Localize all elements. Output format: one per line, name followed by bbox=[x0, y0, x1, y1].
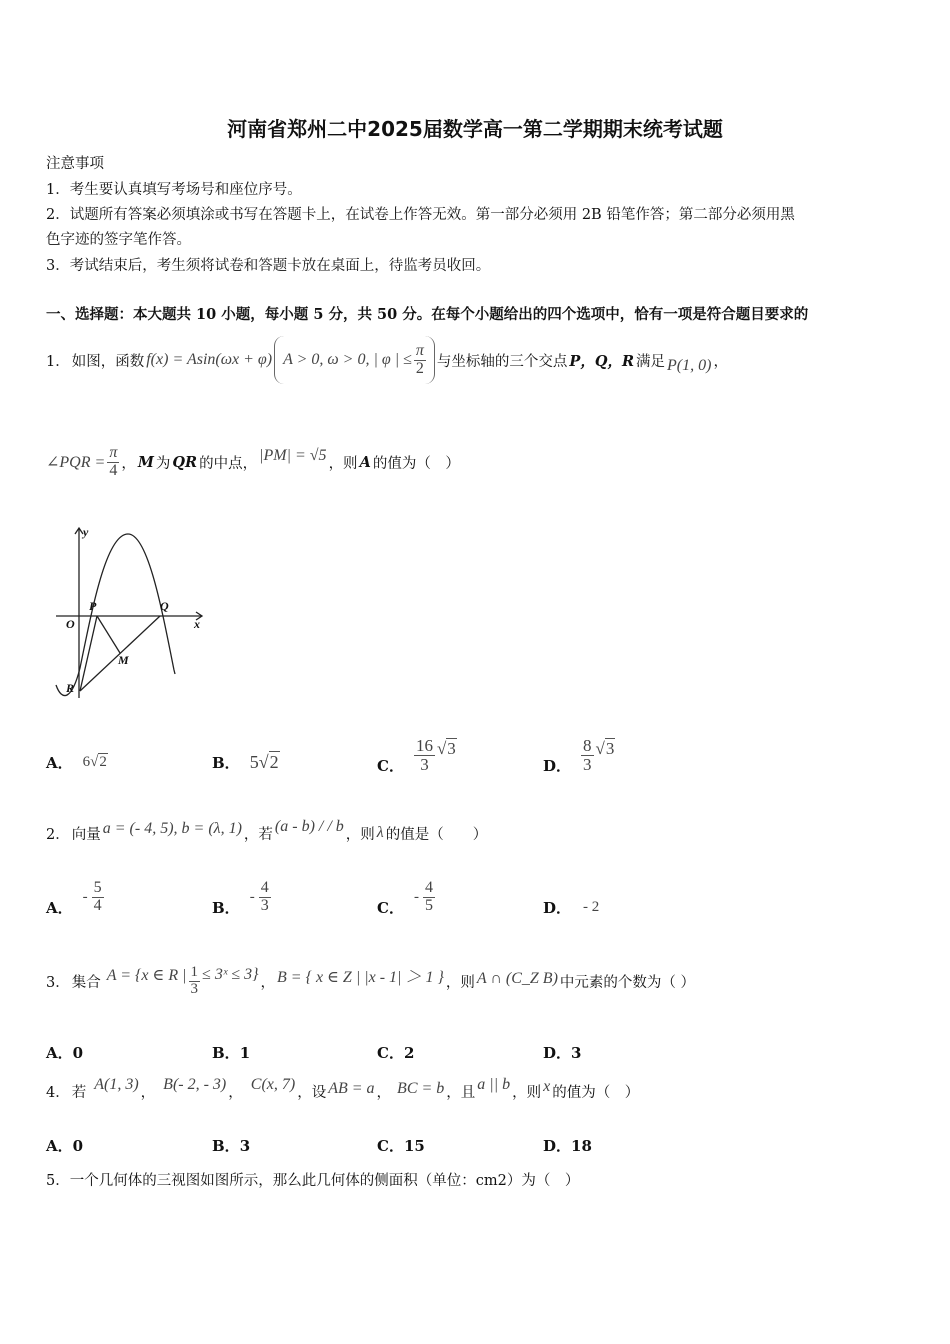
variable-a: A bbox=[359, 453, 371, 471]
label-x: x bbox=[194, 617, 200, 631]
stem-text: ，则 bbox=[328, 455, 358, 472]
question-number: 3． bbox=[46, 974, 70, 991]
vector-ab: AB = a bbox=[328, 1080, 375, 1097]
option-label: A． bbox=[46, 1044, 73, 1062]
option-value: 1 bbox=[239, 1044, 251, 1062]
option-c[interactable] bbox=[377, 1135, 425, 1156]
frac-numerator: 5 bbox=[93, 878, 102, 896]
radicand: 3 bbox=[605, 739, 615, 758]
minus-sign: - bbox=[413, 888, 419, 905]
point-p: P(1, 0) bbox=[667, 357, 712, 374]
set-a-suffix: ≤ 3ˣ ≤ 3} bbox=[202, 966, 259, 983]
stem-text: ，且 bbox=[446, 1084, 476, 1101]
points-label: P，Q，R bbox=[569, 352, 635, 370]
radicand: 2 bbox=[99, 754, 107, 770]
parallel-condition: a || b bbox=[477, 1076, 511, 1093]
sine-curve bbox=[56, 534, 175, 696]
notice-item: 1．考生要认真填写考场号和座位序号。 bbox=[46, 182, 302, 198]
stem-text: ，则 bbox=[512, 1084, 542, 1101]
option-d[interactable] bbox=[543, 730, 615, 780]
option-label: B． bbox=[212, 754, 240, 772]
vector-bc: BC = b bbox=[397, 1080, 445, 1097]
vectors-formula: a = (- 4, 5), b = (λ, 1) bbox=[102, 820, 242, 837]
stem-text: 与坐标轴的三个交点 bbox=[436, 353, 568, 370]
option-label: D． bbox=[543, 1137, 572, 1155]
option-label: C． bbox=[377, 1137, 404, 1155]
stem-text: 集合 bbox=[71, 974, 101, 991]
angle-formula: ∠PQR = bbox=[46, 454, 106, 471]
stem-text: 的值是（ ） bbox=[385, 826, 488, 843]
stem-text: ， bbox=[376, 1084, 392, 1101]
frac-denominator: 5 bbox=[424, 896, 433, 914]
option-value: 0 bbox=[72, 1044, 84, 1062]
lambda-symbol: λ bbox=[376, 824, 384, 841]
frac-numerator: 4 bbox=[260, 878, 269, 896]
option-value: - 2 bbox=[583, 899, 600, 915]
question-number: 1． bbox=[46, 353, 70, 370]
option-value: 15 bbox=[403, 1137, 425, 1155]
option-value: 0 bbox=[72, 1137, 84, 1155]
stem-text: ， bbox=[228, 1084, 243, 1101]
notice-item: 3．考试结束后，考生须将试卷和答题卡放在桌面上，待监考员收回。 bbox=[46, 258, 491, 274]
option-b[interactable] bbox=[212, 872, 271, 922]
option-fraction bbox=[259, 880, 271, 915]
option-d[interactable] bbox=[543, 1042, 581, 1063]
stem-text: ， bbox=[121, 455, 136, 472]
question-1-stem-continued bbox=[46, 440, 460, 484]
option-a[interactable] bbox=[46, 752, 108, 773]
question-3-stem bbox=[46, 958, 695, 1004]
option-label: D． bbox=[543, 756, 572, 775]
stem-text: ， bbox=[140, 1084, 156, 1101]
point-m: M bbox=[137, 453, 154, 471]
stem-text: ，设 bbox=[297, 1084, 327, 1101]
question-5-stem: 5．一个几何体的三视图如图所示，那么此几何体的侧面积（单位：cm2）为（ ） bbox=[46, 1173, 580, 1189]
label-o: O bbox=[66, 617, 75, 631]
stem-text: ，若 bbox=[243, 826, 273, 843]
option-a[interactable] bbox=[46, 1042, 83, 1063]
frac-numerator: 8 bbox=[583, 735, 592, 755]
option-fraction bbox=[92, 880, 104, 915]
stem-text: ， bbox=[713, 353, 728, 370]
frac-numerator: π bbox=[415, 341, 424, 359]
intersection-expr: A ∩ (C_Z B) bbox=[476, 970, 558, 987]
minus-sign: - bbox=[249, 888, 255, 905]
option-b[interactable] bbox=[212, 1042, 250, 1063]
stem-text: 的值为（ ） bbox=[552, 1084, 640, 1101]
option-b[interactable] bbox=[212, 1135, 250, 1156]
section-heading: 一、选择题：本大题共 10 小题，每小题 5 分，共 50 分。在每个小题给出的四个选项中，恰有一项是符合题目要求的 bbox=[46, 306, 809, 323]
option-label: D． bbox=[543, 1044, 572, 1062]
frac-denominator: 2 bbox=[415, 359, 424, 377]
option-fraction bbox=[414, 737, 435, 774]
point-a: A(1, 3) bbox=[94, 1076, 139, 1093]
pm-formula: |PM| = √5 bbox=[259, 447, 327, 464]
frac-numerator: 16 bbox=[415, 735, 433, 755]
set-b: B = { x ∈ Z | |x - 1| ＞ 1 } bbox=[277, 968, 444, 986]
stem-text: 为 bbox=[155, 455, 171, 472]
option-label: A． bbox=[46, 898, 73, 917]
option-a[interactable] bbox=[46, 872, 104, 922]
question-4-stem bbox=[46, 1074, 639, 1108]
label-y: y bbox=[83, 525, 89, 539]
label-m: M bbox=[118, 653, 129, 667]
frac-numerator: π bbox=[109, 443, 118, 461]
option-value: 5√2 bbox=[249, 752, 279, 772]
option-label: A． bbox=[46, 754, 73, 772]
option-label: B． bbox=[212, 1044, 240, 1062]
option-a[interactable] bbox=[46, 1135, 83, 1156]
option-label: D． bbox=[543, 899, 572, 917]
frac-denominator: 3 bbox=[190, 980, 199, 997]
question-1-stem bbox=[46, 338, 728, 382]
point-b: B(- 2, - 3) bbox=[163, 1076, 227, 1093]
stem-text: ，则 bbox=[345, 826, 375, 843]
option-d[interactable] bbox=[543, 897, 599, 918]
label-q: Q bbox=[160, 599, 169, 613]
frac-numerator: 4 bbox=[424, 878, 433, 896]
option-value: 6√2 bbox=[82, 754, 107, 770]
frac-denominator: 3 bbox=[420, 754, 429, 774]
option-fraction bbox=[581, 737, 594, 774]
variable-x: x bbox=[543, 1078, 551, 1095]
frac-denominator: 3 bbox=[260, 896, 269, 914]
notice-item: 色字迹的签字笔作答。 bbox=[46, 232, 191, 248]
page-title: 河南省郑州二中2025届数学高一第二学期期末统考试题 bbox=[227, 117, 723, 141]
stem-text: 若 bbox=[71, 1084, 87, 1101]
stem-text: ，则 bbox=[445, 974, 475, 991]
pi-over-2 bbox=[414, 343, 426, 378]
pi-over-4 bbox=[107, 445, 119, 480]
option-c[interactable] bbox=[377, 730, 457, 780]
option-radical: √3 bbox=[595, 739, 615, 758]
question-number: 4． bbox=[46, 1084, 70, 1101]
notice-heading: 注意事项 bbox=[46, 156, 104, 172]
stem-text: 的值为（ ） bbox=[372, 455, 460, 472]
stem-text: 的中点， bbox=[199, 455, 258, 472]
segment-pm bbox=[97, 616, 120, 653]
point-c: C(x, 7) bbox=[250, 1076, 296, 1093]
option-c[interactable] bbox=[377, 872, 435, 922]
one-third bbox=[189, 965, 201, 998]
coefficient: 5 bbox=[249, 752, 259, 772]
option-label: B． bbox=[212, 898, 240, 917]
option-label: B． bbox=[212, 1137, 240, 1155]
label-p: P bbox=[89, 599, 97, 613]
coefficient: 6 bbox=[82, 754, 91, 770]
option-value: 18 bbox=[571, 1137, 592, 1155]
option-label: C． bbox=[377, 898, 404, 917]
option-b[interactable] bbox=[212, 752, 280, 773]
option-c[interactable] bbox=[377, 1042, 414, 1063]
option-d[interactable] bbox=[543, 1135, 592, 1156]
parallel-condition: (a - b) / / b bbox=[274, 818, 344, 835]
stem-text: 向量 bbox=[71, 826, 101, 843]
frac-denominator: 4 bbox=[109, 461, 118, 479]
question-number: 2． bbox=[46, 826, 70, 843]
option-label: C． bbox=[377, 756, 404, 775]
option-fraction bbox=[423, 880, 435, 915]
radicand: 2 bbox=[269, 752, 279, 772]
label-r: R bbox=[66, 681, 75, 695]
option-label: A． bbox=[46, 1137, 73, 1155]
frac-denominator: 4 bbox=[93, 896, 102, 914]
segment-qr: QR bbox=[172, 453, 198, 471]
option-radical: √3 bbox=[436, 739, 456, 758]
function-formula: f(x) = Asin(ωx + φ) bbox=[146, 351, 273, 368]
condition-brace bbox=[274, 336, 435, 384]
minus-sign: - bbox=[82, 888, 88, 905]
option-label: C． bbox=[377, 1044, 404, 1062]
stem-text: ， bbox=[260, 974, 276, 991]
frac-numerator: 1 bbox=[190, 963, 199, 980]
condition-text: A > 0, ω > 0, | φ | ≤ bbox=[283, 351, 412, 368]
option-value: 2 bbox=[403, 1044, 415, 1062]
sine-graph-figure bbox=[44, 520, 224, 710]
question-2-stem bbox=[46, 816, 487, 850]
stem-text: 满足 bbox=[636, 353, 666, 370]
option-value: 3 bbox=[239, 1137, 251, 1155]
stem-text: 如图，函数 bbox=[71, 353, 145, 370]
radicand: 3 bbox=[447, 739, 456, 758]
option-value: 3 bbox=[571, 1044, 582, 1062]
frac-denominator: 3 bbox=[583, 754, 592, 774]
set-a-prefix: A = {x ∈ R | bbox=[106, 967, 187, 984]
notice-item: 2．试题所有答案必须填涂或书写在答题卡上，在试卷上作答无效。第一部分必须用 2B 铅笔作答；第二部分必须用黑 bbox=[46, 207, 795, 223]
stem-text: 中元素的个数为（ ） bbox=[559, 974, 696, 991]
